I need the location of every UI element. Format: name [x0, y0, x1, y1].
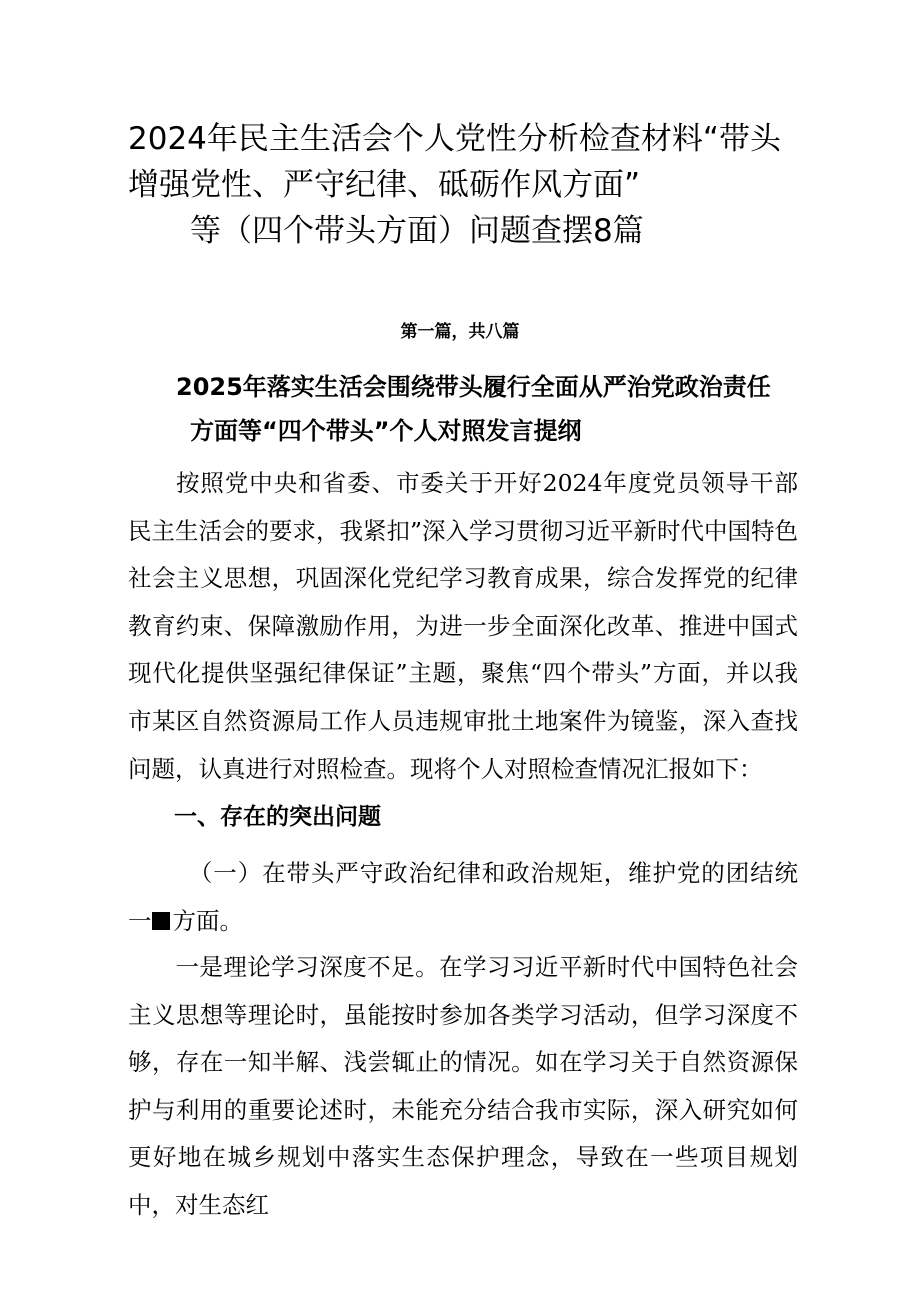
intro-paragraph [128, 460, 798, 793]
title-line-2: 增强党性、严守纪律、砥砺作风方面” [128, 167, 641, 203]
document-title [128, 116, 808, 254]
point-paragraph [128, 944, 798, 1230]
point-paragraph-text: 一是理论学习深度不足。在学习习近平新时代中国特色社会主义思想等理论时，虽能按时参加各类学习活动，但学习深度不够，存在一知半解、浅尝辄止的情况。如在学习关于自然资源保护与利用的重要论述时，未能充分结合我市实际，深入研究如何更好地在城乡规划中落实生态保护理念，导致在一些项目规划中，对生态红 [128, 953, 798, 1219]
subsection-heading [128, 850, 798, 945]
section-heading: 一、存在的突出问题 [174, 804, 381, 830]
square-bullet-icon [152, 912, 170, 930]
title-line-3: 等（四个带头方面）问题查摆8篇 [190, 213, 644, 249]
title-line-1: 2024年民主生活会个人党性分析检查材料“带头 [128, 121, 781, 157]
part-label: 第一篇，共八篇 [400, 322, 520, 342]
subtitle-line-1: 2025年落实生活会围绕带头履行全面从严治党政治责任 [176, 373, 771, 401]
intro-paragraph-text: 按照党中央和省委、市委关于开好2024年度党员领导干部民主生活会的要求，我紧扣”深入学习贯彻习近平新时代中国特色社会主义思想，巩固深化党纪学习教育成果，综合发挥党的纪律教育约束、保障激励作用，为进一步全面深化改革、推进中国式现代化提供坚强纪律保证”主题，聚焦“四个带头”方面，并以我市某区自然资源局工作人员违规审批土地案件为镜鉴，深入查找问题，认真进行对照检查。现将个人对照检查情况汇报如下： [128, 469, 799, 783]
subsection-heading-text: （一）在带头严守政治纪律和政治规矩，维护党的团结统一 [128, 859, 798, 935]
subtitle-line-2: 方面等“四个带头”个人对照发言提纲 [190, 417, 582, 445]
subsection-heading-tail: 方面。 [172, 906, 243, 935]
section-subtitle [150, 365, 810, 453]
